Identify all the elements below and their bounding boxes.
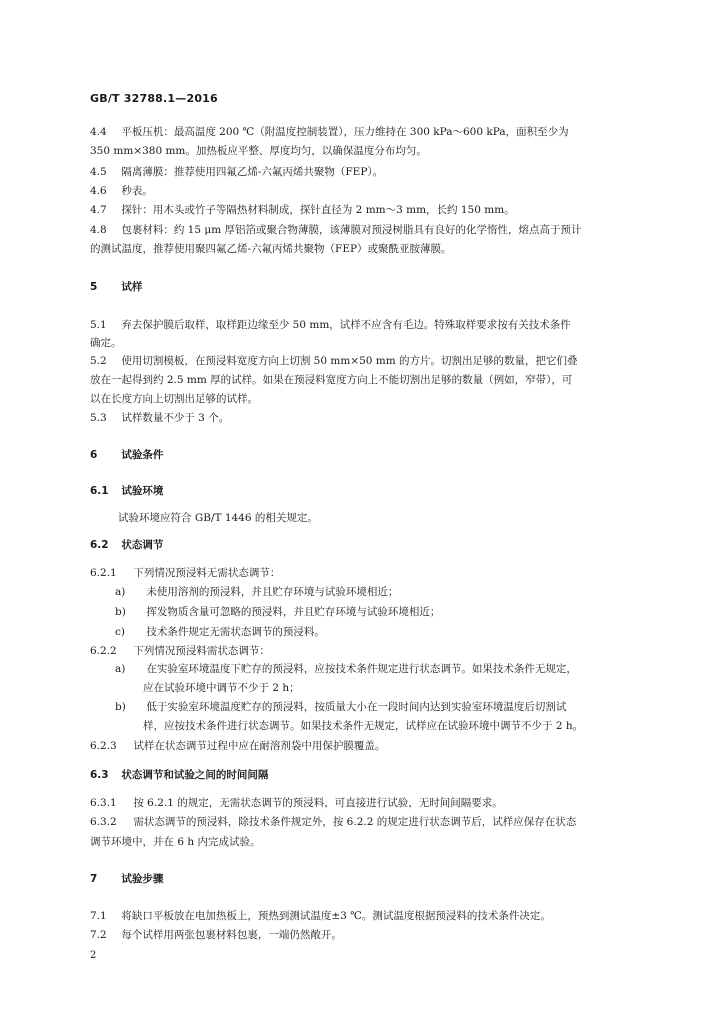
clause-4-7: [90, 203, 515, 217]
clause-text: 包裹材料：约 15 μm 厚铝箔或聚合物薄膜，该薄膜对预浸树脂具有良好的化学惰性，熔点高于预计: [121, 224, 582, 236]
list-text: 技术条件规定无需状态调节的预浸料。: [146, 626, 325, 638]
clause-5-2: [90, 354, 578, 368]
clause-text: 按 6.2.1 的规定，无需状态调节的预浸料，可直接进行试验，无时间间隔要求。: [133, 797, 503, 809]
clause-text: 下列情况预浸料需状态调节：: [133, 645, 270, 657]
list-text: 应在试验环境中调节不少于 2 h；: [143, 682, 300, 694]
clause-5-2-cont2: [90, 392, 258, 406]
section-title: 状态调节和试验之间的时间间隔: [121, 769, 269, 781]
clause-6-1-text: [118, 511, 318, 525]
clause-4-4-cont: [90, 144, 427, 158]
section-number: 6.1: [90, 485, 109, 497]
list-marker: b): [115, 606, 126, 618]
clause-text: 试样数量不少于 3 个。: [121, 412, 230, 424]
clause-4-8-cont: [90, 242, 452, 256]
list-item-6-2-1-a: [115, 585, 398, 599]
section-7-heading: [90, 872, 163, 886]
clause-6-3-2: [90, 815, 576, 829]
section-number: 7: [90, 873, 98, 885]
section-title: 试验环境: [121, 485, 164, 497]
list-marker: b): [115, 701, 126, 713]
clause-4-5: [90, 165, 383, 179]
section-number: 6.3: [90, 769, 109, 781]
clause-text: 以在长度方向上切割出足够的试样。: [90, 393, 258, 405]
section-number: 6.2: [90, 539, 109, 551]
clause-number: 6.3.1: [90, 797, 117, 809]
clause-7-2: [90, 928, 342, 942]
clause-number: 4.4: [90, 126, 107, 138]
clause-4-4: [90, 125, 569, 139]
list-item-6-2-2-b: [115, 700, 566, 714]
standard-number-header: GB/T 32788.1—2016: [90, 92, 218, 105]
section-6-1-heading: [90, 484, 163, 498]
section-title: 试样: [121, 281, 143, 293]
clause-text: 秒表。: [121, 185, 153, 197]
clause-text: 探针：用木头或竹子等隔热材料制成，探针直径为 2 mm～3 mm，长约 150 mm。: [121, 204, 515, 216]
list-item-6-2-2-a: [115, 662, 577, 676]
clause-number: 5.3: [90, 412, 107, 424]
clause-6-2-3: [90, 739, 385, 753]
clause-number: 7.2: [90, 929, 107, 941]
clause-text: 试验环境应符合 GB/T 1446 的相关规定。: [118, 512, 318, 524]
clause-5-3: [90, 411, 229, 425]
clause-text: 确定。: [90, 337, 122, 349]
clause-4-6: [90, 184, 153, 198]
clause-5-2-cont1: [90, 373, 572, 387]
clause-number: 5.1: [90, 319, 107, 331]
clause-text: 将缺口平板放在电加热板上，预热到测试温度±3 ℃。测试温度根据预浸料的技术条件决定。: [121, 910, 551, 922]
clause-text: 调节环境中，并在 6 h 内完成试验。: [90, 836, 261, 848]
list-text: 在实验室环境温度下贮存的预浸料，应按技术条件规定进行状态调节。如果技术条件无规定，: [146, 663, 577, 675]
section-title: 状态调节: [121, 539, 164, 551]
section-number: 5: [90, 281, 98, 293]
clause-number: 4.5: [90, 166, 107, 178]
list-item-6-2-2-a-cont: [143, 681, 300, 695]
clause-6-3-2-cont: [90, 835, 260, 849]
clause-number: 6.2.2: [90, 645, 117, 657]
section-6-3-heading: [90, 768, 268, 782]
clause-number: 6.2.1: [90, 567, 117, 579]
clause-text: 放在一起得到约 2.5 mm 厚的试样。如果在预浸料宽度方向上不能切割出足够的数量（例如，窄带），可: [90, 374, 573, 386]
clause-text: 平板压机：最高温度 200 ℃（附温度控制装置），压力维持在 300 kPa～600 kPa，面积至少为: [121, 126, 569, 138]
list-text: 未使用溶剂的预浸料，并且贮存环境与试验环境相近；: [146, 586, 399, 598]
clause-text: 需状态调节的预浸料，除技术条件规定外，按 6.2.2 的规定进行状态调节后，试样应保存在状态: [133, 816, 577, 828]
list-marker: a): [115, 663, 126, 675]
list-marker: a): [115, 586, 126, 598]
list-item-6-2-1-b: [115, 605, 440, 619]
clause-number: 5.2: [90, 355, 107, 367]
section-6-2-heading: [90, 538, 163, 552]
clause-text: 的测试温度，推荐使用聚四氟乙烯-六氟丙烯共聚物（FEP）或聚酰亚胺薄膜。: [90, 243, 452, 255]
list-marker: c): [115, 626, 125, 638]
clause-number: 6.3.2: [90, 816, 117, 828]
list-text: 挥发物质含量可忽略的预浸料，并且贮存环境与试验环境相近；: [146, 606, 441, 618]
clause-text: 350 mm×380 mm。加热板应平整、厚度均匀，以确保温度分布均匀。: [90, 145, 427, 157]
clause-text: 弃去保护膜后取样，取样距边缘至少 50 mm，试样不应含有毛边。特殊取样要求按有关技术条件: [121, 319, 571, 331]
clause-6-3-1: [90, 796, 503, 810]
clause-number: 7.1: [90, 910, 107, 922]
clause-text: 隔离薄膜：推荐使用四氟乙烯-六氟丙烯共聚物（FEP）。: [121, 166, 384, 178]
clause-number: 4.7: [90, 204, 107, 216]
clause-6-2-1: [90, 566, 280, 580]
page-number: 2: [90, 950, 97, 961]
list-item-6-2-1-c: [115, 625, 325, 639]
list-text: 样，应按技术条件进行状态调节。如果技术条件无规定，试样应在试验环境中调节不少于 2 h。: [143, 720, 584, 732]
section-number: 6: [90, 449, 98, 461]
clause-5-1-cont: [90, 336, 122, 350]
section-5-heading: [90, 280, 142, 294]
section-title: 试验步骤: [121, 873, 164, 885]
list-item-6-2-2-b-cont: [143, 719, 583, 733]
clause-text: 使用切割模板，在预浸料宽度方向上切割 50 mm×50 mm 的方片。切割出足够的数量，把它们叠: [121, 355, 578, 367]
clause-number: 4.8: [90, 224, 107, 236]
clause-5-1: [90, 318, 571, 332]
clause-7-1: [90, 909, 551, 923]
clause-text: 下列情况预浸料无需状态调节：: [133, 567, 281, 579]
clause-number: 4.6: [90, 185, 107, 197]
section-title: 试验条件: [121, 449, 164, 461]
clause-text: 试样在状态调节过程中应在耐溶剂袋中用保护膜覆盖。: [133, 740, 386, 752]
clause-text: 每个试样用两张包裹材料包裹，一端仍然敞开。: [121, 929, 342, 941]
section-6-heading: [90, 448, 163, 462]
clause-6-2-2: [90, 644, 270, 658]
list-text: 低于实验室环境温度贮存的预浸料，按质量大小在一段时间内达到实验室环境温度后切割试: [146, 701, 567, 713]
clause-4-8: [90, 223, 582, 237]
clause-number: 6.2.3: [90, 740, 117, 752]
